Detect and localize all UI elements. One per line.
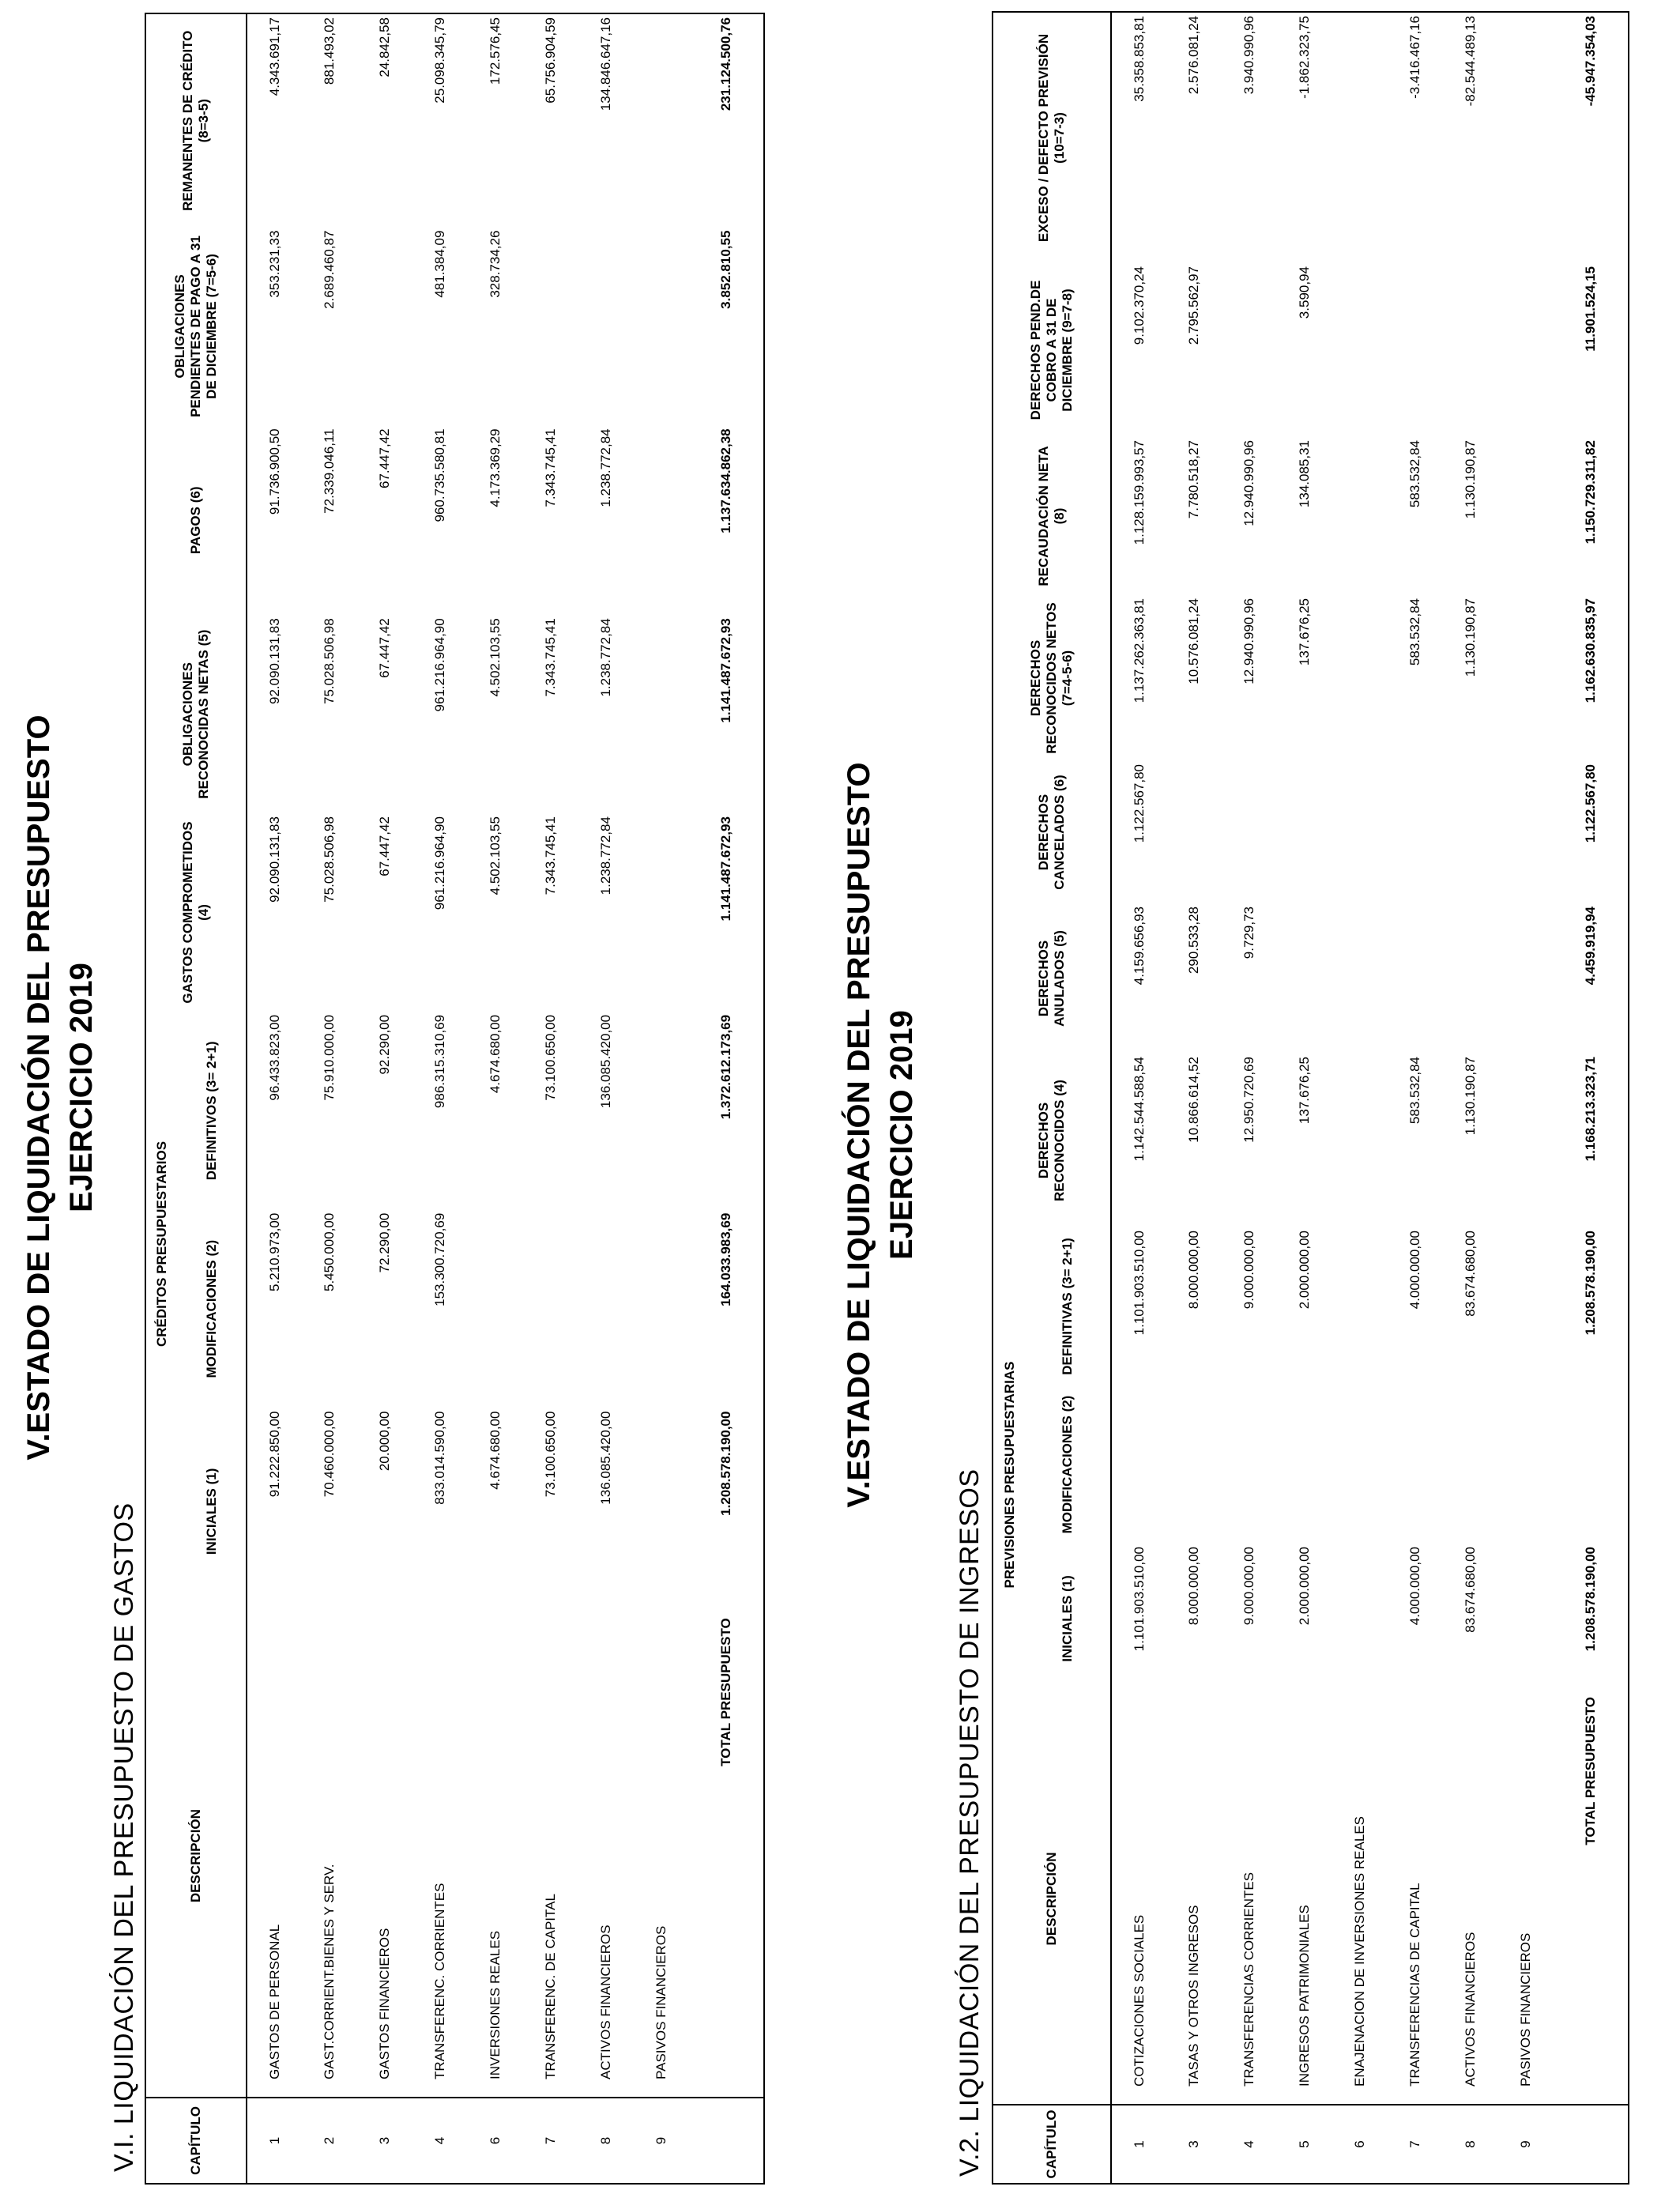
ingresos-cell-value — [1277, 903, 1332, 1054]
gastos-header-definitivos: DEFINITIVOS (3= 2+1) — [204, 1041, 219, 1181]
gastos-cell-value: 73.100.650,00 — [543, 1411, 558, 1498]
ingresos-cell-value: 9.000.000,00 — [1241, 1547, 1256, 1626]
ingresos-cell-capitulo: 1 — [1111, 2105, 1166, 2184]
gastos-total-row — [689, 13, 764, 2184]
gastos-cell-value: 961.216.964,90 — [432, 618, 447, 712]
gastos-cell-capitulo: 6 — [468, 2098, 523, 2184]
gastos-cell-value: 5.450.000,00 — [322, 1212, 337, 1291]
gastos-cell-value: 1.238.772,84 — [598, 618, 613, 697]
gastos-main-title: V.ESTADO DE LIQUIDACIÓN DEL PRESUPUESTO — [21, 714, 56, 1461]
gastos-header-descripcion: DESCRIPCIÓN — [188, 1809, 203, 1903]
gastos-total-value: 3.852.810,55 — [718, 230, 733, 309]
gastos-cell-value: 73.100.650,00 — [543, 1014, 558, 1101]
gastos-cell-value: 24.842,58 — [377, 17, 392, 77]
ingresos-cell-value — [1332, 595, 1388, 761]
ingresos-cell-value — [1332, 1227, 1388, 1385]
gastos-header-comprometidos: GASTOS COMPROMETIDOS (4) — [180, 821, 211, 1004]
gastos-total-value: 231.124.500,76 — [718, 17, 733, 111]
ingresos-cell-value — [1443, 903, 1498, 1054]
ingresos-year-title: EJERCICIO 2019 — [884, 1010, 919, 1260]
ingresos-header-netos: DERECHOS RECONOCIDOS NETOS (7=4-5-6) — [1028, 602, 1075, 754]
gastos-section-title: V.I. LIQUIDACIÓN DEL PRESUPUESTO DE GASTOS — [109, 1502, 139, 2172]
ingresos-header-cancelados: DERECHOS CANCELADOS (6) — [1036, 775, 1067, 890]
gastos-cell-value: 4.173.369,29 — [488, 428, 503, 507]
ingresos-table-row — [1111, 12, 1166, 2184]
gastos-cell-value: 134.846.647,16 — [598, 17, 613, 111]
ingresos-header-pendientes: DERECHOS PEND.DE COBRO A 31 DE DICIEMBRE (9=7-8) — [1028, 280, 1075, 420]
gastos-cell-value — [634, 1408, 689, 1615]
gastos-cell-value: 833.014.590,00 — [432, 1411, 447, 1505]
ingresos-cell-value: 2.795.562,97 — [1186, 266, 1201, 345]
gastos-cell-value: 91.736.900,50 — [266, 428, 282, 515]
ingresos-cell-value: -82.544.489,13 — [1463, 16, 1478, 107]
ingresos-cell-capitulo: 4 — [1222, 2105, 1277, 2184]
gastos-cell-value: 20.000,00 — [377, 1411, 392, 1472]
ingresos-cell-capitulo: 3 — [1166, 2105, 1222, 2184]
gastos-header-iniciales: INICIALES (1) — [204, 1468, 219, 1555]
ingresos-cell-value: 35.358.853,81 — [1131, 16, 1147, 102]
ingresos-cell-value — [1443, 1385, 1498, 1544]
gastos-table — [145, 13, 765, 2185]
ingresos-cell-value: 1.101.903.510,00 — [1131, 1547, 1147, 1652]
ingresos-cell-value: 8.000.000,00 — [1186, 1231, 1201, 1310]
ingresos-header-reconocidos: DERECHOS RECONOCIDOS (4) — [1036, 1080, 1067, 1201]
gastos-cell-capitulo: 7 — [523, 2098, 578, 2184]
ingresos-cell-value — [1388, 263, 1443, 437]
ingresos-cell-value — [1332, 1544, 1388, 1694]
ingresos-cell-value: 1.122.567,80 — [1131, 764, 1147, 843]
gastos-cell-value: 5.210.973,00 — [266, 1212, 282, 1291]
ingresos-cell-value: 9.729,73 — [1241, 907, 1256, 959]
ingresos-table-row — [1388, 12, 1443, 2184]
gastos-cell-value: 1.238.772,84 — [598, 816, 613, 895]
ingresos-total-label: TOTAL PRESUPUESTO — [1583, 1697, 1598, 1845]
gastos-cell-descripcion: PASIVOS FINANCIEROS — [654, 1925, 669, 2079]
ingresos-header-modificaciones: MODIFICACIONES (2) — [1060, 1395, 1075, 1534]
gastos-cell-capitulo: 8 — [578, 2098, 634, 2184]
gastos-cell-value — [357, 228, 412, 426]
gastos-cell-descripcion: ACTIVOS FINANCIEROS — [598, 1924, 613, 2079]
gastos-cell-value: 67.447,42 — [377, 428, 392, 489]
ingresos-main-title: V.ESTADO DE LIQUIDACIÓN DEL PRESUPUESTO — [842, 762, 876, 1508]
ingresos-table-row — [1277, 12, 1332, 2184]
gastos-cell-value: 65.756.904,59 — [543, 17, 558, 104]
gastos-cell-value: 153.300.720,69 — [432, 1212, 447, 1306]
gastos-cell-value — [468, 1210, 523, 1408]
gastos-cell-descripcion: GASTOS DE PERSONAL — [266, 1924, 282, 2079]
ingresos-group-header: PREVISIONES PRESUPUESTARIAS — [1002, 1361, 1017, 1589]
ingresos-cell-descripcion: TASAS Y OTROS INGRESOS — [1186, 1905, 1201, 2087]
gastos-total-label: TOTAL PRESUPUESTO — [718, 1618, 733, 1766]
gastos-header-capitulo: CAPÍTULO — [145, 2098, 247, 2184]
gastos-cell-value: 92.090.131,83 — [266, 816, 282, 903]
gastos-cell-descripcion: GAST.CORRIENT.BIENES Y SERV. — [322, 1864, 337, 2079]
ingresos-cell-value: 83.674.680,00 — [1463, 1547, 1478, 1633]
gastos-cell-value: 4.502.103,55 — [488, 816, 503, 895]
ingresos-cell-value — [1498, 903, 1554, 1054]
ingresos-total-row — [1554, 12, 1629, 2184]
gastos-cell-value: 75.910.000,00 — [322, 1014, 337, 1101]
ingresos-cell-value — [1332, 761, 1388, 903]
ingresos-cell-value: 1.130.190,87 — [1463, 440, 1478, 519]
ingresos-cell-descripcion: INGRESOS PATRIMONIALES — [1297, 1905, 1312, 2087]
ingresos-cell-value — [1332, 437, 1388, 595]
ingresos-cell-value: 4.000.000,00 — [1407, 1547, 1422, 1626]
gastos-cell-value: 4.674.680,00 — [488, 1014, 503, 1094]
ingresos-cell-value: 9.000.000,00 — [1241, 1231, 1256, 1310]
ingresos-cell-descripcion: ENAJENACION DE INVERSIONES REALES — [1352, 1816, 1367, 2087]
gastos-header-modificaciones: MODIFICACIONES (2) — [204, 1239, 219, 1378]
gastos-cell-value: 96.433.823,00 — [266, 1014, 282, 1101]
ingresos-table-row — [1166, 12, 1222, 2184]
ingresos-cell-value: 583.532,84 — [1407, 440, 1422, 508]
gastos-cell-value — [523, 228, 578, 426]
gastos-cell-value: 4.343.691,17 — [266, 17, 282, 96]
gastos-cell-value: 881.493,02 — [322, 17, 337, 85]
ingresos-total-value: 11.901.524,15 — [1583, 266, 1598, 352]
gastos-total-value: 1.208.578.190,00 — [718, 1411, 733, 1516]
ingresos-total-value: 1.208.578.190,00 — [1583, 1547, 1598, 1652]
gastos-cell-value: 7.343.745,41 — [543, 428, 558, 507]
gastos-cell-value: 72.339.046,11 — [322, 428, 337, 514]
ingresos-header-anulados: DERECHOS ANULADOS (5) — [1036, 930, 1067, 1027]
ingresos-header-exceso: EXCESO / DEFECTO PREVISIÓN (10=7-3) — [1036, 33, 1067, 243]
ingresos-cell-capitulo: 6 — [1332, 2105, 1388, 2184]
gastos-total-value: 1.137.634.862,38 — [718, 428, 733, 533]
gastos-table-row — [302, 13, 357, 2184]
ingresos-cell-value: 2.000.000,00 — [1297, 1231, 1312, 1310]
ingresos-cell-value: 290.533,28 — [1186, 907, 1201, 974]
ingresos-cell-value: 1.130.190,87 — [1463, 1057, 1478, 1136]
ingresos-cell-value — [1332, 1054, 1388, 1227]
ingresos-total-value: 1.150.729.311,82 — [1583, 440, 1598, 545]
ingresos-cell-value: 2.000.000,00 — [1297, 1547, 1312, 1626]
ingresos-total-value: 4.459.919,94 — [1583, 907, 1598, 986]
gastos-cell-value: 328.734,26 — [488, 230, 503, 298]
ingresos-cell-value — [1498, 1544, 1554, 1694]
gastos-cell-value: 481.384,09 — [432, 230, 447, 298]
ingresos-cell-value — [1498, 595, 1554, 761]
ingresos-total-value — [1554, 1385, 1629, 1544]
ingresos-total-value: 1.122.567,80 — [1583, 764, 1598, 843]
ingresos-cell-value — [1277, 761, 1332, 903]
ingresos-cell-value — [1332, 263, 1388, 437]
ingresos-total-value: 1.168.213.323,71 — [1583, 1057, 1598, 1162]
ingresos-cell-value: 1.101.903.510,00 — [1131, 1231, 1147, 1336]
gastos-cell-descripcion: TRANSFERENC. DE CAPITAL — [543, 1894, 558, 2079]
ingresos-cell-value — [1443, 263, 1498, 437]
ingresos-cell-value: 7.780.518,27 — [1186, 440, 1201, 519]
gastos-cell-capitulo: 4 — [412, 2098, 468, 2184]
gastos-table-row — [468, 13, 523, 2184]
gastos-cell-value: 353.231,33 — [266, 230, 282, 298]
ingresos-cell-value: 134.085,31 — [1297, 440, 1312, 508]
gastos-cell-value: 136.085.420,00 — [598, 1014, 613, 1109]
ingresos-cell-value — [1332, 12, 1388, 263]
ingresos-cell-value — [1443, 761, 1498, 903]
ingresos-cell-value — [1222, 263, 1277, 437]
ingresos-cell-value: 12.940.990,96 — [1241, 598, 1256, 684]
gastos-cell-value: 2.689.460,87 — [322, 230, 337, 309]
ingresos-cell-descripcion: TRANSFERENCIAS CORRIENTES — [1241, 1872, 1256, 2087]
gastos-header-pendientes: OBLIGACIONES PENDIENTES DE PAGO A 31 DE DICIEMBRE (7=5-6) — [172, 236, 219, 417]
ingresos-table — [992, 11, 1629, 2185]
ingresos-cell-value: 1.128.159.993,57 — [1131, 440, 1147, 545]
gastos-cell-value — [634, 1210, 689, 1408]
gastos-cell-value: 75.028.506,98 — [322, 618, 337, 704]
ingresos-cell-value: 3.940.990,96 — [1241, 16, 1256, 95]
gastos-cell-value: 136.085.420,00 — [598, 1411, 613, 1505]
ingresos-cell-empty — [1554, 2105, 1629, 2184]
gastos-total-value: 1.141.487.672,93 — [718, 618, 733, 723]
gastos-cell-value: 92.090.131,83 — [266, 618, 282, 704]
gastos-cell-value: 7.343.745,41 — [543, 618, 558, 697]
ingresos-cell-value: 8.000.000,00 — [1186, 1547, 1201, 1626]
gastos-header-obligaciones: OBLIGACIONES RECONOCIDAS NETAS (5) — [180, 629, 211, 799]
gastos-cell-descripcion: INVERSIONES REALES — [488, 1930, 503, 2079]
gastos-cell-capitulo: 2 — [302, 2098, 357, 2184]
gastos-cell-value — [634, 228, 689, 426]
gastos-table-row — [634, 13, 689, 2184]
ingresos-total-value: 1.162.630.835,97 — [1583, 598, 1598, 703]
ingresos-cell-value: 83.674.680,00 — [1463, 1231, 1478, 1317]
gastos-table-row — [578, 13, 634, 2184]
ingresos-cell-value: 1.130.190,87 — [1463, 598, 1478, 677]
ingresos-cell-value: 9.102.370,24 — [1131, 266, 1147, 345]
ingresos-cell-value — [1166, 761, 1222, 903]
ingresos-cell-value — [1332, 903, 1388, 1054]
ingresos-cell-capitulo: 8 — [1443, 2105, 1498, 2184]
ingresos-header-iniciales: INICIALES (1) — [1060, 1575, 1075, 1662]
ingresos-cell-value — [1222, 761, 1277, 903]
gastos-cell-capitulo: 3 — [357, 2098, 412, 2184]
gastos-cell-value: 25.098.345,79 — [432, 17, 447, 104]
gastos-cell-value: 4.674.680,00 — [488, 1411, 503, 1490]
ingresos-cell-value: 10.576.081,24 — [1186, 598, 1201, 684]
gastos-header-pagos: PAGOS (6) — [188, 486, 203, 555]
ingresos-cell-value: 4.159.656,93 — [1131, 907, 1147, 986]
ingresos-cell-value — [1498, 1227, 1554, 1385]
gastos-cell-capitulo: 1 — [247, 2098, 302, 2184]
ingresos-table-row — [1332, 12, 1388, 2184]
ingresos-cell-value: 3.590,94 — [1297, 266, 1312, 319]
gastos-total-value: 1.141.487.672,93 — [718, 816, 733, 922]
ingresos-header-descripcion: DESCRIPCIÓN — [1044, 1852, 1059, 1946]
ingresos-section-title: V.2. LIQUIDACIÓN DEL PRESUPUESTO DE INGRESOS — [955, 1468, 985, 2177]
gastos-table-row — [412, 13, 468, 2184]
ingresos-cell-value — [1498, 12, 1554, 263]
ingresos-total-value: 1.208.578.190,00 — [1583, 1231, 1598, 1336]
gastos-cell-value — [634, 1012, 689, 1210]
ingresos-cell-value — [1166, 1385, 1222, 1544]
ingresos-header-definitivas: DEFINITIVAS (3= 2+1) — [1060, 1238, 1075, 1375]
gastos-cell-value: 4.502.103,55 — [488, 618, 503, 697]
gastos-cell-value: 72.290,00 — [377, 1212, 392, 1273]
ingresos-cell-value: 583.532,84 — [1407, 598, 1422, 666]
gastos-total-value: 164.033.983,69 — [718, 1212, 733, 1306]
gastos-cell-value — [578, 1210, 634, 1408]
ingresos-cell-value: -1.862.323,75 — [1297, 16, 1312, 99]
ingresos-cell-capitulo: 5 — [1277, 2105, 1332, 2184]
gastos-cell-capitulo: 9 — [634, 2098, 689, 2184]
ingresos-cell-value: 137.676,25 — [1297, 598, 1312, 666]
ingresos-header-capitulo: CAPÍTULO — [993, 2105, 1111, 2184]
ingresos-table-row — [1222, 12, 1277, 2184]
ingresos-cell-descripcion: PASIVOS FINANCIEROS — [1518, 1932, 1533, 2087]
ingresos-table-row — [1498, 12, 1554, 2184]
gastos-year-title: EJERCICIO 2019 — [64, 963, 99, 1212]
ingresos-cell-descripcion: COTIZACIONES SOCIALES — [1131, 1914, 1147, 2087]
gastos-cell-value: 91.222.850,00 — [266, 1411, 282, 1498]
gastos-cell-value: 75.028.506,98 — [322, 816, 337, 903]
ingresos-cell-value — [1388, 1385, 1443, 1544]
gastos-cell-value — [634, 615, 689, 813]
ingresos-cell-value — [1498, 263, 1554, 437]
ingresos-cell-descripcion: ACTIVOS FINANCIEROS — [1463, 1932, 1478, 2087]
gastos-cell-value: 1.238.772,84 — [598, 428, 613, 507]
gastos-cell-value: 7.343.745,41 — [543, 816, 558, 895]
ingresos-header-recaudacion: RECAUDACIÓN NETA (8) — [1036, 446, 1067, 586]
gastos-cell-value: 67.447,42 — [377, 618, 392, 678]
gastos-cell-value: 92.290,00 — [377, 1014, 392, 1075]
gastos-table-row — [523, 13, 578, 2184]
ingresos-cell-value — [1498, 437, 1554, 595]
ingresos-cell-value: 583.532,84 — [1407, 1057, 1422, 1125]
gastos-cell-descripcion: GASTOS FINANCIEROS — [377, 1928, 392, 2079]
ingresos-cell-descripcion: TRANSFERENCIAS DE CAPITAL — [1407, 1883, 1422, 2087]
ingresos-cell-value — [1388, 903, 1443, 1054]
ingresos-cell-value: 1.142.544.588,54 — [1131, 1057, 1147, 1162]
gastos-cell-empty — [689, 2098, 764, 2184]
ingresos-cell-value — [1332, 1385, 1388, 1544]
ingresos-cell-value: -3.416.467,16 — [1407, 16, 1422, 99]
ingresos-table-row — [1443, 12, 1498, 2184]
gastos-cell-value — [634, 13, 689, 228]
ingresos-cell-value: 12.950.720,69 — [1241, 1057, 1256, 1143]
ingresos-cell-value: 12.940.990,96 — [1241, 440, 1256, 526]
gastos-header-remanentes: REMANENTES DE CRÉDITO (8=3-5) — [180, 30, 211, 211]
gastos-cell-descripcion: TRANSFERENC. CORRIENTES — [432, 1883, 447, 2079]
ingresos-cell-value — [1498, 1385, 1554, 1544]
gastos-cell-value: 67.447,42 — [377, 816, 392, 876]
gastos-cell-value: 172.576,45 — [488, 17, 503, 85]
gastos-cell-value: 960.735.580,81 — [432, 428, 447, 522]
ingresos-cell-value — [1388, 761, 1443, 903]
ingresos-cell-value: 1.137.262.363,81 — [1131, 598, 1147, 703]
gastos-table-row — [247, 13, 302, 2184]
ingresos-total-value: -45.947.354,03 — [1583, 16, 1598, 107]
ingresos-cell-value: 137.676,25 — [1297, 1057, 1312, 1125]
gastos-cell-value — [634, 813, 689, 1012]
gastos-group-header: CRÉDITOS PRESUPUESTARIOS — [154, 1140, 169, 1348]
gastos-cell-value: 986.315.310,69 — [432, 1014, 447, 1109]
gastos-cell-value — [523, 1210, 578, 1408]
gastos-table-row — [357, 13, 412, 2184]
gastos-cell-value — [634, 425, 689, 615]
ingresos-cell-value — [1498, 1054, 1554, 1227]
gastos-total-value: 1.372.612.173,69 — [718, 1014, 733, 1120]
ingresos-cell-value — [1498, 761, 1554, 903]
gastos-cell-value: 70.460.000,00 — [322, 1411, 337, 1498]
ingresos-cell-value: 10.866.614,52 — [1186, 1057, 1201, 1143]
gastos-cell-value: 961.216.964,90 — [432, 816, 447, 910]
ingresos-cell-value: 2.576.081,24 — [1186, 16, 1201, 95]
ingresos-cell-value — [1111, 1385, 1166, 1544]
ingresos-cell-capitulo: 9 — [1498, 2105, 1554, 2184]
ingresos-cell-value — [1222, 1385, 1277, 1544]
ingresos-cell-capitulo: 7 — [1388, 2105, 1443, 2184]
ingresos-cell-value — [1277, 1385, 1332, 1544]
gastos-cell-value — [578, 228, 634, 426]
ingresos-cell-value: 4.000.000,00 — [1407, 1231, 1422, 1310]
